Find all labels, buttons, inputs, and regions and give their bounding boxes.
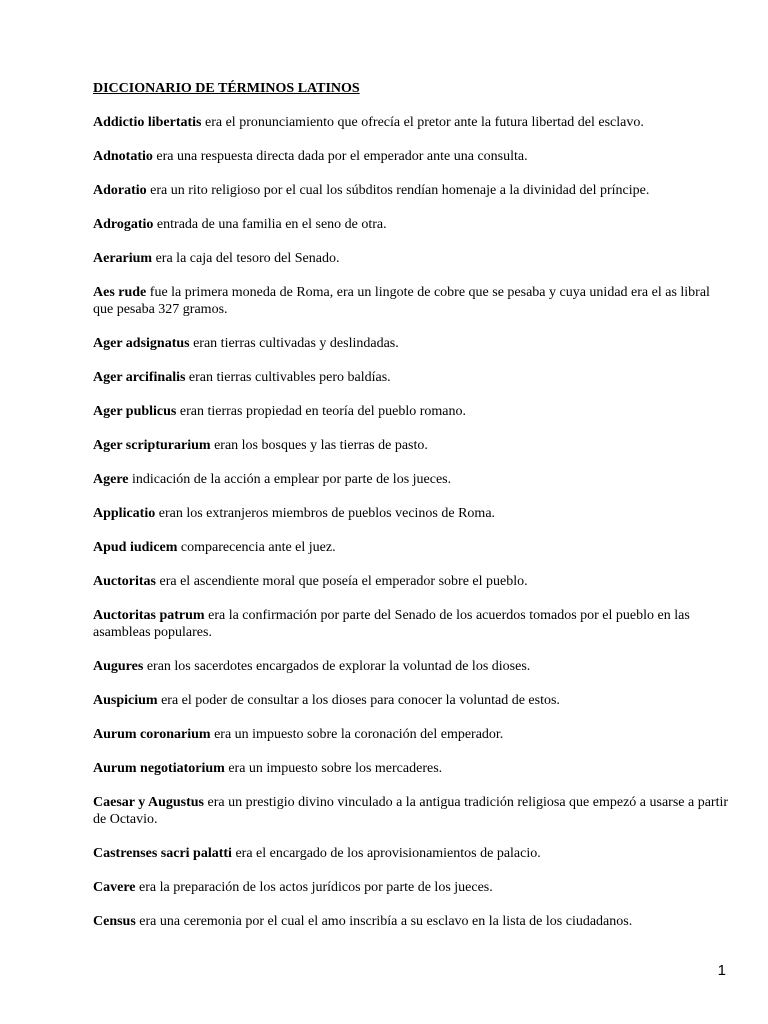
entry-term: Adoratio: [93, 183, 147, 198]
entry-term: Auspicium: [93, 693, 158, 708]
entry-term: Addictio libertatis: [93, 115, 202, 130]
entry-term: Agere: [93, 472, 129, 487]
glossary-entry: [93, 148, 729, 165]
entry-definition: era el pronunciamiento que ofrecía el pretor ante la futura libertad del esclavo.: [201, 115, 644, 130]
entry-term: Auctoritas patrum: [93, 608, 205, 623]
entry-definition: era el ascendiente moral que poseía el emperador sobre el pueblo.: [156, 574, 528, 589]
glossary-entry: [93, 369, 729, 386]
glossary-entry: [93, 692, 729, 709]
entry-definition: eran tierras propiedad en teoría del pueblo romano.: [176, 404, 466, 419]
entry-definition: era la preparación de los actos jurídicos por parte de los jueces.: [135, 880, 493, 895]
entry-definition: comparecencia ante el juez.: [177, 540, 336, 555]
entry-definition: eran tierras cultivables pero baldías.: [185, 370, 391, 385]
entry-term: Ager publicus: [93, 404, 177, 419]
entry-definition: eran tierras cultivadas y deslindadas.: [189, 336, 399, 351]
entry-term: Caesar y Augustus: [93, 795, 204, 810]
entry-term: Adnotatio: [93, 149, 153, 164]
entry-term: Auctoritas: [93, 574, 156, 589]
entry-definition: era un prestigio divino vinculado a la antigua tradición religiosa que empezó a usarse a partir de Octavio.: [93, 795, 729, 827]
entry-term: Augures: [93, 659, 144, 674]
glossary-entry: [93, 114, 729, 131]
glossary-entry: [93, 913, 729, 930]
entry-definition: fue la primera moneda de Roma, era un lingote de cobre que se pesaba y cuya unidad era el as libral que pesaba 327 gramos.: [93, 285, 710, 317]
glossary-entry: [93, 284, 729, 318]
glossary-entry: [93, 403, 729, 420]
glossary-entry: [93, 539, 729, 556]
entry-definition: eran los bosques y las tierras de pasto.: [210, 438, 428, 453]
entry-term: Census: [93, 914, 136, 929]
entry-term: Aurum negotiatorium: [93, 761, 225, 776]
page-number: 1: [717, 962, 726, 979]
entry-term: Ager arcifinalis: [93, 370, 186, 385]
entry-definition: era la caja del tesoro del Senado.: [152, 251, 340, 266]
entry-definition: indicación de la acción a emplear por parte de los jueces.: [128, 472, 452, 487]
entry-definition: era un rito religioso por el cual los súbditos rendían homenaje a la divinidad del príncipe.: [146, 183, 650, 198]
glossary-entry: [93, 250, 729, 267]
glossary-entry: [93, 845, 729, 862]
document-page: [93, 80, 729, 947]
entry-term: Castrenses sacri palatti: [93, 846, 232, 861]
entry-term: Ager adsignatus: [93, 336, 190, 351]
entry-term: Cavere: [93, 880, 136, 895]
entry-definition: era el encargado de los aprovisionamientos de palacio.: [231, 846, 541, 861]
glossary-entry: [93, 471, 729, 488]
document-title: DICCIONARIO DE TÉRMINOS LATINOS: [93, 81, 360, 96]
glossary-entry: [93, 607, 729, 641]
entry-term: Aes rude: [93, 285, 147, 300]
glossary-entry: [93, 726, 729, 743]
glossary-entry: [93, 182, 729, 199]
glossary-entry: [93, 216, 729, 233]
glossary-entry: [93, 335, 729, 352]
entry-term: Ager scripturarium: [93, 438, 211, 453]
entry-definition: entrada de una familia en el seno de otra.: [153, 217, 387, 232]
entry-term: Aerarium: [93, 251, 153, 266]
entry-definition: era una respuesta directa dada por el emperador ante una consulta.: [152, 149, 528, 164]
glossary-entry: [93, 879, 729, 896]
entry-definition: era el poder de consultar a los dioses para conocer la voluntad de estos.: [157, 693, 560, 708]
entry-term: Applicatio: [93, 506, 156, 521]
glossary-entry: [93, 437, 729, 454]
glossary-entry: [93, 573, 729, 590]
entry-definition: era un impuesto sobre la coronación del emperador.: [210, 727, 504, 742]
glossary-entry: [93, 658, 729, 675]
entry-term: Aurum coronarium: [93, 727, 211, 742]
entry-term: Adrogatio: [93, 217, 154, 232]
glossary-entry: [93, 505, 729, 522]
glossary-entry: [93, 794, 729, 828]
entry-term: Apud iudicem: [93, 540, 178, 555]
glossary-list: [93, 114, 729, 930]
entry-definition: era un impuesto sobre los mercaderes.: [224, 761, 443, 776]
entry-definition: era la confirmación por parte del Senado de los acuerdos tomados por el pueblo en las asambleas populares.: [93, 608, 690, 640]
entry-definition: eran los extranjeros miembros de pueblos vecinos de Roma.: [155, 506, 496, 521]
glossary-entry: [93, 760, 729, 777]
entry-definition: eran los sacerdotes encargados de explorar la voluntad de los dioses.: [143, 659, 531, 674]
entry-definition: era una ceremonia por el cual el amo inscribía a su esclavo en la lista de los ciudadanos.: [135, 914, 633, 929]
